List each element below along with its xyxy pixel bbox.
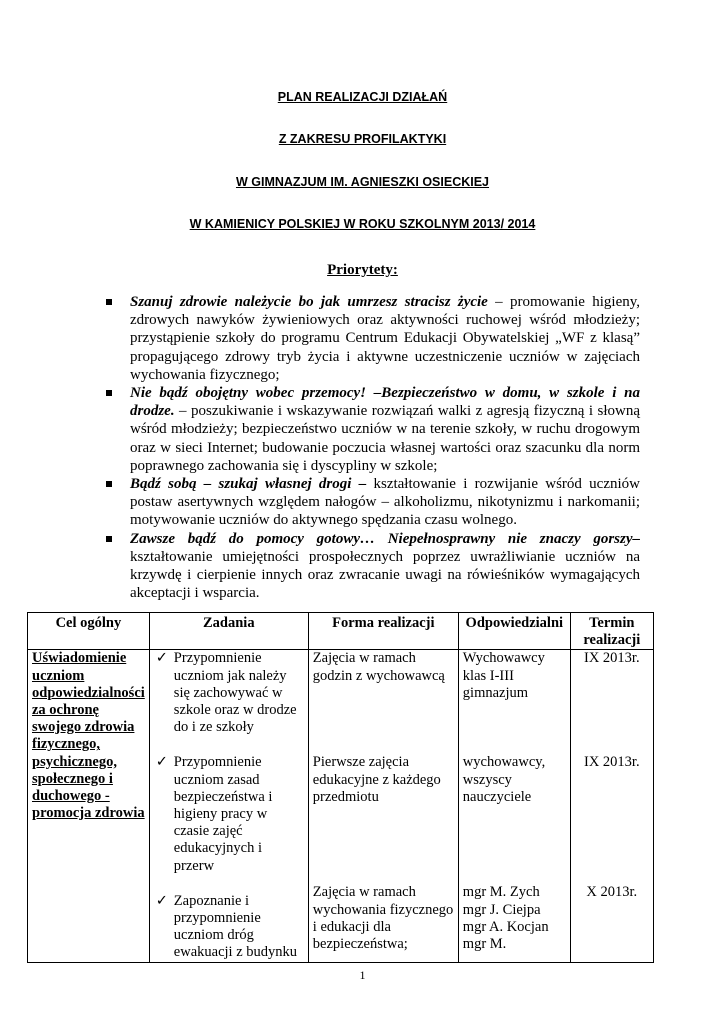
checkmark-icon: ✓ [155,892,168,909]
header-goal: Cel ogólny [28,613,150,650]
form-cell: Zajęcia w ramach godzin z wychowawcą Pierwsze zajęcia edukacyjne z każdego przedmiotu Zajęcia w ramach wychowania fizycznego i edukacji dla bezpieczeństwa; [308,650,458,962]
tasks-cell [149,650,308,962]
checkmark-icon: ✓ [155,754,168,771]
header-tasks: Zadania [149,613,308,650]
priority-item: Szanuj zdrowie należycie bo jak umrzesz stracisz życie – promowanie higieny, zdrowych nawyków żywieniowych oraz aktywności ruchowej wśród młodzieży; przystąpienie szkoły do programu Centrum Edukacji Obywatelskiej „WF z klasą” propagującego zdrowy tryb życia i aktywne uczestniczenie uczniów w zajęciach wychowania fizycznego; [112,293,640,384]
bullet-square-icon [106,390,112,396]
task-item: ✓ Przypomnienie uczniom zasad bezpieczeństwa i higieny pracy w czasie zajęć edukacyjnych i przerw [155,754,273,874]
priority-item: Zawsze bądź do pomocy gotowy… Niepełnosprawny nie znaczy gorszy– kształtowanie umiejętności prospołecznych poprzez uwrażliwianie uczniów na krzywdę i cierpienie innych oraz zwracanie uwagi na rówieśników wymagających akceptacji i wsparcia. [112,530,640,603]
task-item: ✓ Przypomnienie uczniom jak należy się zachowywać w szkole oraz w drodze do i ze szkoły [155,650,297,736]
priority-item: Nie bądź obojętny wobec przemocy! –Bezpieczeństwo w domu, w szkole i na drodze. – poszukiwanie i wskazywanie rozwiązań walki z agresją fizyczną i słowną wśród młodzieży; bezpieczeństwo uczniów w na terenie szkoły, w ruchu drogowym oraz w sieci Internet; budowanie poczucia własnej wartości oraz szacunku dla norm poprawnego zachowania się i dyscypliny w szkole; [112,384,640,475]
title-line-1: PLAN REALIZACJI DZIAŁAŃ [277,90,448,104]
action-plan-table [27,612,654,963]
title-line-2: Z ZAKRESU PROFILAKTYKI [278,132,447,146]
bullet-square-icon [106,536,112,542]
title-line-3: W GIMNAZJUM IM. AGNIESZKI OSIECKIEJ [235,175,490,189]
responsible-cell: Wychowawcy klas I-III gimnazjum wychowawcy, wszyscy nauczyciele mgr M. Zych mgr J. Ciejpa mgr A. Kocjan mgr M. [458,650,570,962]
table-header-row [28,613,654,650]
bullet-square-icon [106,299,112,305]
priorities-heading: Priorytety: [327,262,398,278]
title-line-4: W KAMIENICY POLSKIEJ W ROKU SZKOLNYM 2013/ 2014 [189,217,536,231]
table-row [28,650,654,962]
header-form: Forma realizacji [308,613,458,650]
header-term: Termin realizacji [570,613,653,650]
page-number: 1 [359,968,366,982]
priorities-list [112,293,640,602]
term-cell: IX 2013r. IX 2013r. X 2013r. [570,650,653,962]
checkmark-icon: ✓ [155,650,168,667]
task-item: ✓ Zapoznanie i przypomnienie uczniom dróg ewakuacji z budynku [155,892,298,961]
bullet-square-icon [106,481,112,487]
priority-item: Bądź sobą – szukaj własnej drogi – kształtowanie i rozwijanie wśród uczniów postaw asertywnych względem nałogów – alkoholizmu, nikotynizmu i narkomanii; motywowanie uczniów do aktywnego spędzania czasu wolnego. [112,475,640,530]
goal-cell: Uświadomienie uczniom odpowiedzialności za ochronę swojego zdrowia fizycznego, psychicznego, społecznego i duchowego - promocja zdrowia [28,650,150,962]
header-responsible: Odpowiedzialni [458,613,570,650]
